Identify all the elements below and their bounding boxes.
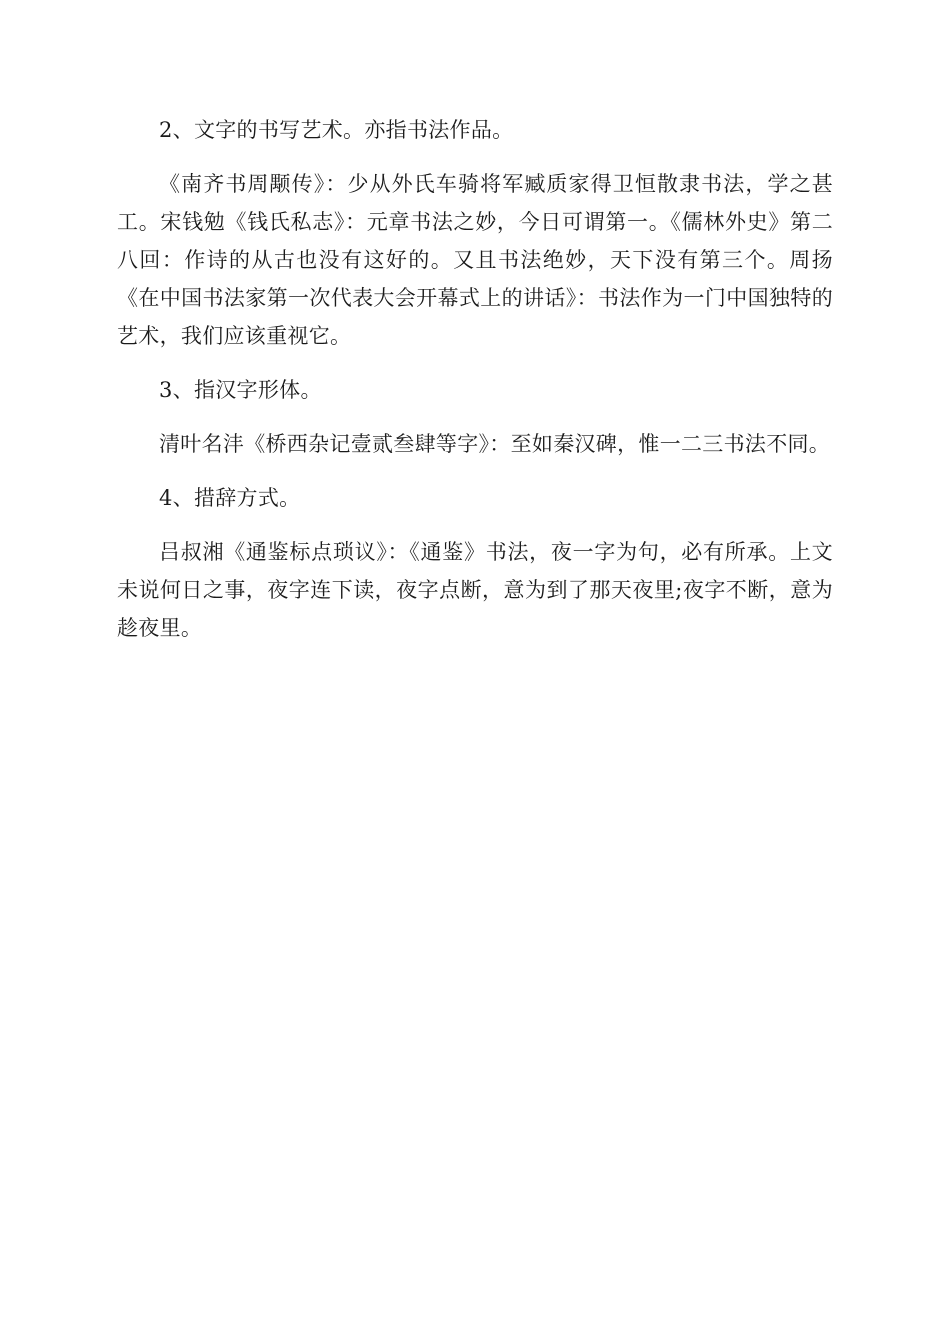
section-heading-2: 2、文字的书写艺术。亦指书法作品。: [159, 118, 514, 142]
body-paragraph: 清叶名沣《桥西杂记壹贰叁肆等字》：至如秦汉碑，惟一二三书法不同。: [159, 432, 831, 456]
section-heading-4: 4、措辞方式。: [159, 486, 301, 510]
document-page: [117, 111, 833, 663]
section-heading-3: 3、指汉字形体。: [159, 378, 322, 402]
body-paragraph: 吕叔湘《通鉴标点琐议》：《通鉴》书法，夜一字为句，必有所承。上文未说何日之事，夜字连下读，夜字点断，意为到了那天夜里;夜字不断，意为趁夜里。: [117, 540, 833, 640]
body-paragraph: 《南齐书周颙传》：少从外氏车骑将军臧质家得卫恒散隶书法，学之甚工。宋钱勉《钱氏私志》：元章书法之妙，今日可谓第一。《儒林外史》第二八回：作诗的从古也没有这好的。又且书法绝妙，天下没有第三个。周扬《在中国书法家第一次代表大会开幕式上的讲话》：书法作为一门中国独特的艺术，我们应该重视它。: [117, 172, 833, 348]
